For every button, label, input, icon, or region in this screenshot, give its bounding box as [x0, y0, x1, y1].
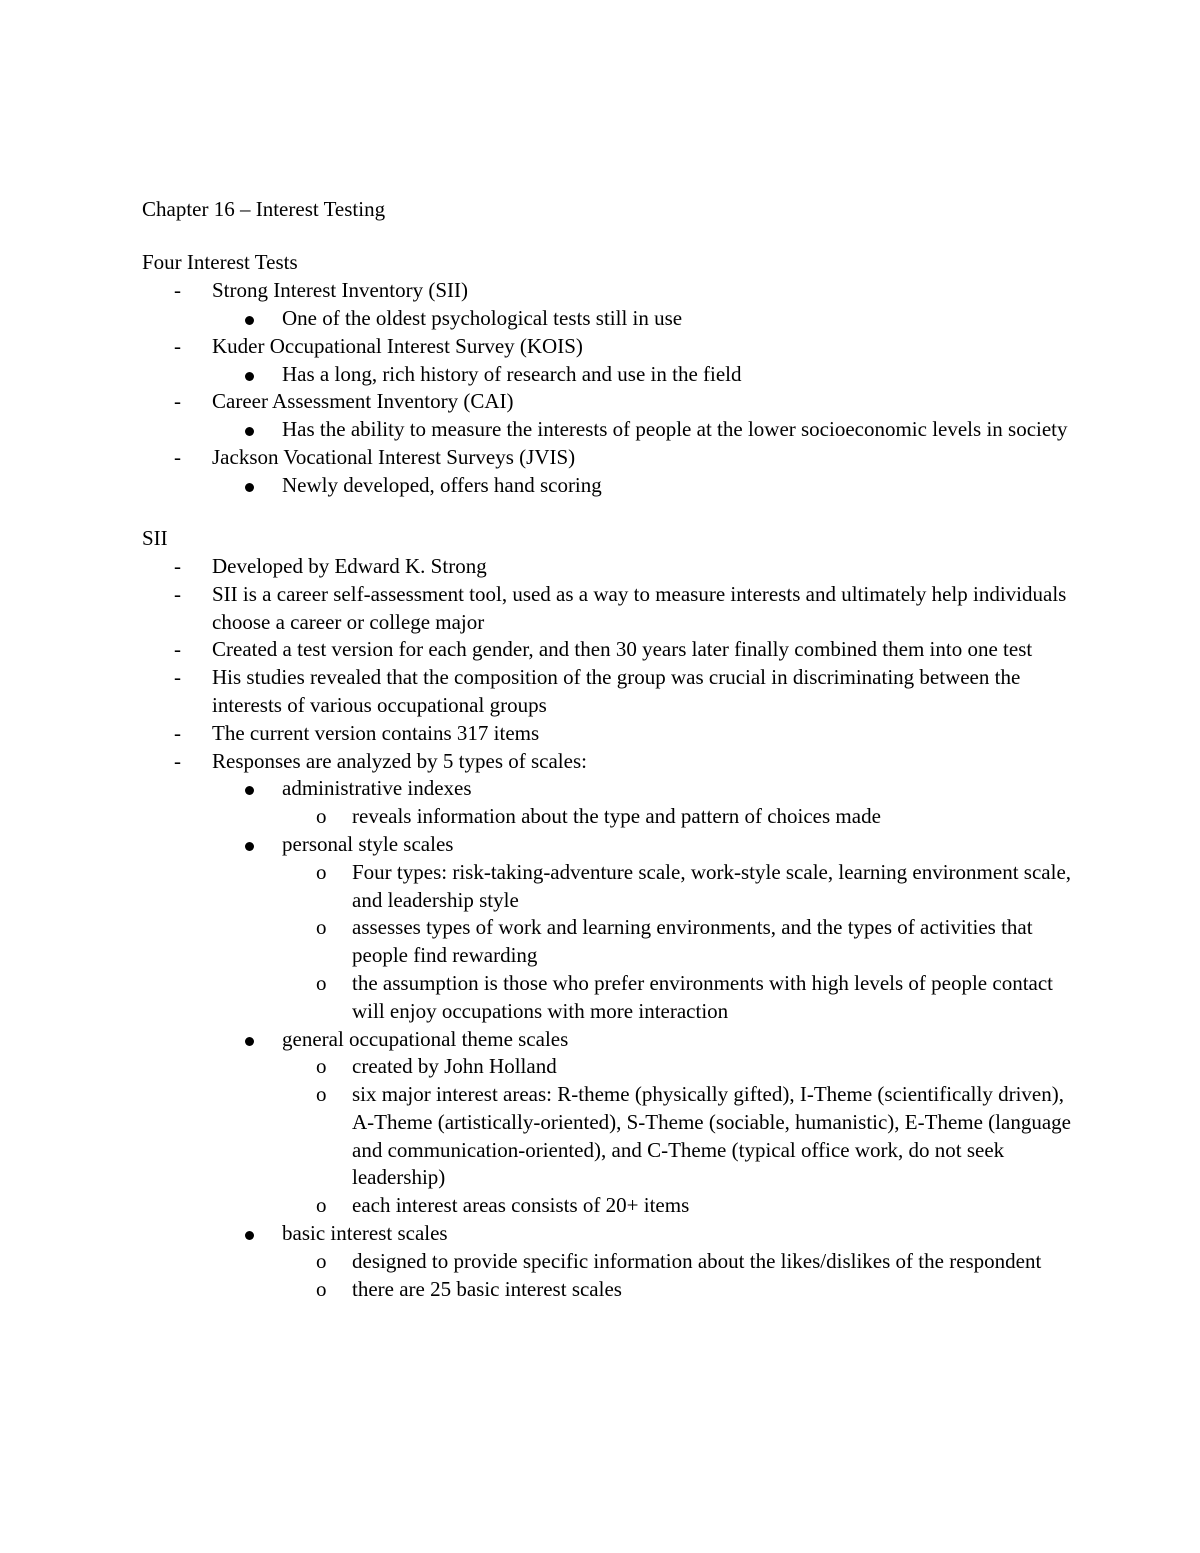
list-item-text: reveals information about the type and pattern of choices made [352, 804, 881, 829]
page-title: Chapter 16 – Interest Testing [142, 197, 386, 221]
dash-bullet-icon: - [174, 720, 181, 745]
list-item-text: designed to provide specific information about the likes/dislikes of the respondent [352, 1248, 1042, 1273]
hollow-o-bullet-icon: o [316, 1276, 327, 1301]
hollow-o-bullet-icon: o [316, 1248, 327, 1273]
list-item-text: six major interest areas: R-theme (physically gifted), I-Theme (scientifically driven), A-Theme (artistically-oriented), S-Theme (sociable, humanistic), E-Theme (language and communication-oriented), and C-Theme (typical office work, do not seek leadership) [352, 1082, 1071, 1190]
sub-list-item [142, 1220, 1072, 1248]
hollow-o-bullet-icon: o [316, 1193, 327, 1218]
filled-circle-bullet-icon [245, 786, 254, 795]
dash-bullet-icon: - [174, 637, 181, 662]
list-item [142, 581, 1072, 637]
dash-bullet-icon: - [174, 389, 181, 414]
list-item-text: Newly developed, offers hand scoring [282, 472, 602, 497]
spacer [142, 224, 1072, 250]
dash-bullet-icon: - [174, 553, 181, 578]
list-item-text: His studies revealed that the composition of the group was crucial in discriminating between the interests of various occupational groups [212, 665, 1021, 717]
sub-sub-list-item [142, 970, 1072, 1026]
sub-sub-list-item [142, 1192, 1072, 1220]
list-item-text: The current version contains 317 items [212, 720, 540, 745]
list-item-text: Kuder Occupational Interest Survey (KOIS) [212, 333, 583, 358]
list-item [142, 664, 1072, 720]
spacer [142, 500, 1072, 526]
document-body [142, 196, 1072, 1303]
list-item [142, 388, 1072, 416]
dash-bullet-icon: - [174, 333, 181, 358]
hollow-o-bullet-icon: o [316, 1082, 327, 1107]
filled-circle-bullet-icon [245, 483, 254, 492]
list-item-text: administrative indexes [282, 776, 472, 801]
section-heading: Four Interest Tests [142, 250, 298, 275]
list-item-text: general occupational theme scales [282, 1026, 569, 1051]
filled-circle-bullet-icon [245, 1231, 254, 1240]
section-heading: SII [142, 526, 168, 551]
list-item [142, 277, 1072, 305]
sub-list-item [142, 775, 1072, 803]
list-item [142, 444, 1072, 472]
sub-list-item [142, 305, 1072, 333]
list-item-text: One of the oldest psychological tests still in use [282, 305, 683, 330]
sub-sub-list-item [142, 803, 1072, 831]
list-item-text: Has the ability to measure the interests of people at the lower socioeconomic levels in society [282, 417, 1068, 442]
filled-circle-bullet-icon [245, 842, 254, 851]
list-item-text: Jackson Vocational Interest Surveys (JVIS) [212, 444, 576, 469]
list-item-text: Created a test version for each gender, and then 30 years later finally combined them into one test [212, 637, 1033, 662]
list-item-text: Developed by Edward K. Strong [212, 553, 487, 578]
list-item-text: there are 25 basic interest scales [352, 1276, 622, 1301]
filled-circle-bullet-icon [245, 1037, 254, 1046]
list-item [142, 553, 1072, 581]
dash-bullet-icon: - [174, 748, 181, 773]
list-item-text: basic interest scales [282, 1221, 448, 1246]
sub-sub-list-item [142, 1053, 1072, 1081]
list-item [142, 333, 1072, 361]
sub-sub-list-item [142, 1276, 1072, 1304]
list-item-text: Career Assessment Inventory (CAI) [212, 389, 514, 414]
hollow-o-bullet-icon: o [316, 1054, 327, 1079]
dash-bullet-icon: - [174, 278, 181, 303]
dash-bullet-icon: - [174, 444, 181, 469]
list-item [142, 748, 1072, 776]
sub-list-item [142, 472, 1072, 500]
list-item [142, 720, 1072, 748]
sub-list-item [142, 361, 1072, 389]
list-item-text: Four types: risk-taking-adventure scale, work-style scale, learning environment scale, and leadership style [352, 859, 1072, 912]
list-item-text: Strong Interest Inventory (SII) [212, 278, 469, 303]
filled-circle-bullet-icon [245, 427, 254, 436]
hollow-o-bullet-icon: o [316, 915, 327, 940]
list-item-text: the assumption is those who prefer environments with high levels of people contact will enjoy occupations with more interaction [352, 970, 1054, 1023]
list-item [142, 636, 1072, 664]
filled-circle-bullet-icon [245, 372, 254, 381]
list-item-text: Responses are analyzed by 5 types of scales: [212, 748, 587, 773]
sub-sub-list-item [142, 1081, 1072, 1192]
sub-list-item [142, 1026, 1072, 1054]
hollow-o-bullet-icon: o [316, 970, 327, 995]
sub-list-item [142, 831, 1072, 859]
hollow-o-bullet-icon: o [316, 804, 327, 829]
sub-sub-list-item [142, 1248, 1072, 1276]
dash-bullet-icon: - [174, 665, 181, 690]
list-item-text: Has a long, rich history of research and use in the field [282, 361, 742, 386]
sub-list-item [142, 416, 1072, 444]
dash-bullet-icon: - [174, 581, 181, 606]
sub-sub-list-item [142, 914, 1072, 970]
hollow-o-bullet-icon: o [316, 859, 327, 884]
sub-sub-list-item [142, 859, 1072, 915]
list-item-text: SII is a career self-assessment tool, used as a way to measure interests and ultimately help individuals choose a career or college major [212, 581, 1067, 634]
list-item-text: created by John Holland [352, 1054, 557, 1079]
filled-circle-bullet-icon [245, 316, 254, 325]
list-item-text: personal style scales [282, 831, 454, 856]
list-item-text: each interest areas consists of 20+ items [352, 1193, 690, 1218]
list-item-text: assesses types of work and learning environments, and the types of activities that people find rewarding [352, 915, 1033, 968]
